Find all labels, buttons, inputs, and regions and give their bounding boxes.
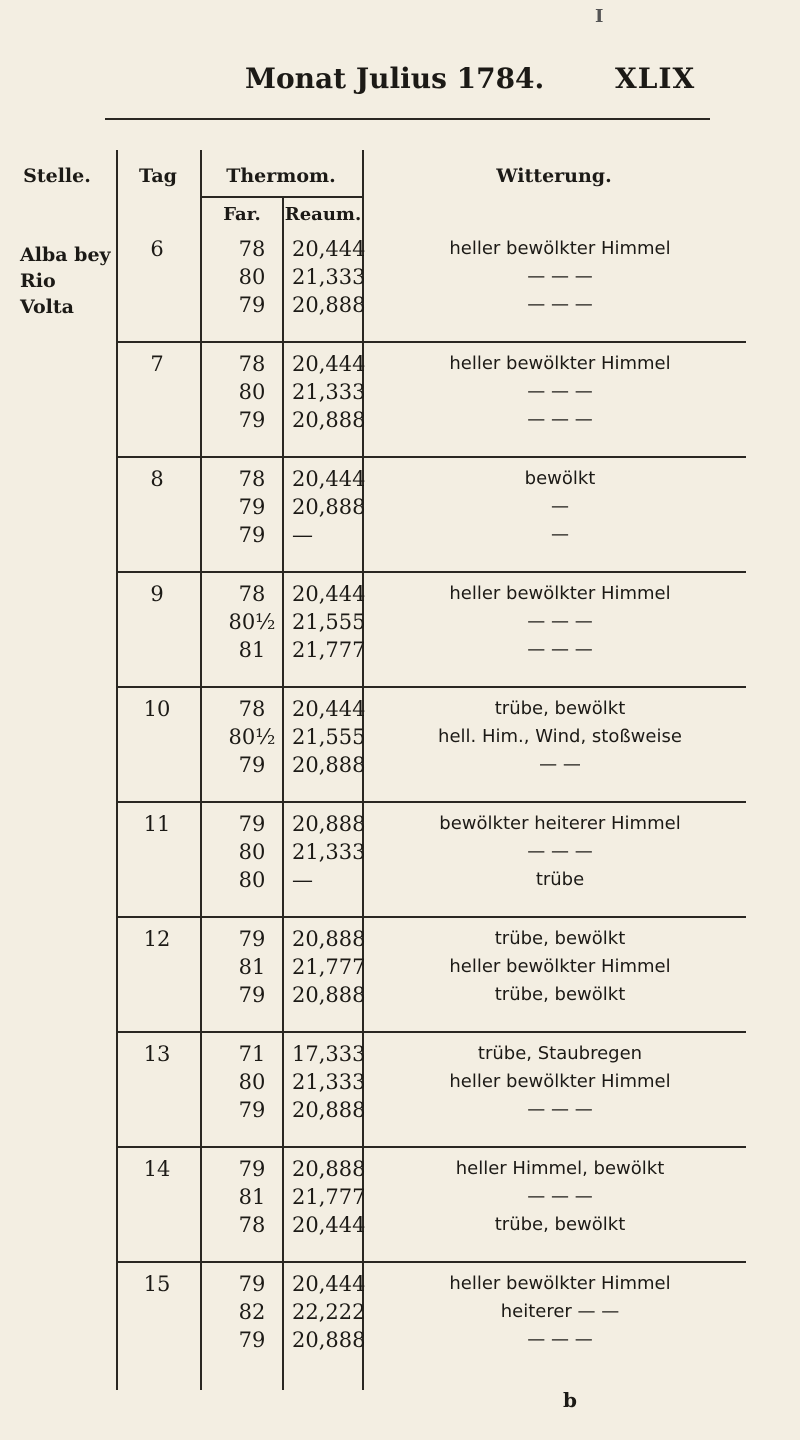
divider-station-day [116, 150, 118, 1390]
header-reaum: Reaum. [284, 204, 362, 225]
row-separator [116, 686, 746, 688]
fahrenheit-cell: 79 [238, 523, 266, 547]
weather-cell: trübe, Staubregen [477, 1043, 643, 1064]
header-day: Tag [139, 165, 177, 187]
fahrenheit-cell: 80½ [228, 725, 276, 749]
header-far: Far. [223, 204, 261, 225]
fahrenheit-cell: 79 [238, 753, 266, 777]
day-cell: 15 [143, 1272, 171, 1296]
fahrenheit-cell: 81 [238, 638, 266, 662]
weather-cell: — — — [527, 1099, 593, 1120]
station-line: Volta [20, 296, 74, 318]
reaumur-cell: 20,888 [292, 927, 366, 951]
weather-cell: — — — [527, 381, 593, 402]
reaumur-cell: 21,333 [292, 1070, 366, 1094]
weather-cell: — — — [527, 1186, 593, 1207]
reaumur-cell: 21,777 [292, 955, 366, 979]
day-cell: 7 [150, 352, 164, 376]
reaumur-cell: 21,555 [292, 725, 366, 749]
reaumur-cell: 20,888 [292, 983, 366, 1007]
reaumur-cell: 20,888 [292, 1157, 366, 1181]
weather-cell: bewölkt [524, 468, 596, 489]
fahrenheit-cell: 80½ [228, 610, 276, 634]
reaumur-cell: 20,888 [292, 1098, 366, 1122]
reaumur-cell: 21,555 [292, 610, 366, 634]
row-separator [116, 341, 746, 343]
weather-cell: heller bewölkter Himmel [449, 1273, 671, 1294]
fahrenheit-cell: 80 [238, 840, 266, 864]
fahrenheit-cell: 79 [238, 1272, 266, 1296]
fahrenheit-cell: 78 [238, 467, 266, 491]
fahrenheit-cell: 80 [238, 1070, 266, 1094]
weather-cell: trübe [535, 869, 585, 890]
row-separator [116, 1031, 746, 1033]
fahrenheit-cell: 71 [238, 1042, 266, 1066]
weather-cell: — — — [527, 639, 593, 660]
day-cell: 13 [143, 1042, 171, 1066]
top-mark: I [595, 6, 604, 27]
fahrenheit-cell: 78 [238, 697, 266, 721]
weather-cell: trübe, bewölkt [494, 1214, 626, 1235]
weather-cell: — [551, 524, 569, 545]
weather-cell: hell. Him., Wind, stoßweise [438, 726, 682, 747]
row-separator [116, 1146, 746, 1148]
fahrenheit-cell: 79 [238, 1098, 266, 1122]
divider-day-thermo [200, 150, 202, 1390]
fahrenheit-cell: 82 [238, 1300, 266, 1324]
fahrenheit-cell: 78 [238, 352, 266, 376]
weather-cell: — — — [527, 409, 593, 430]
fahrenheit-cell: 80 [238, 868, 266, 892]
weather-cell: bewölkter heiterer Himmel [439, 813, 681, 834]
header-thermometer: Thermom. [226, 165, 336, 187]
reaumur-cell: 20,888 [292, 495, 366, 519]
weather-cell: — — — [527, 841, 593, 862]
signature-mark: b [563, 1388, 577, 1412]
day-cell: 12 [143, 927, 171, 951]
weather-cell: heiterer — — [500, 1301, 620, 1322]
reaumur-cell: 20,444 [292, 582, 366, 606]
fahrenheit-cell: 79 [238, 1328, 266, 1352]
reaumur-cell: 20,888 [292, 753, 366, 777]
reaumur-cell: 20,888 [292, 293, 366, 317]
weather-cell: heller bewölkter Himmel [449, 238, 671, 259]
day-cell: 10 [143, 697, 171, 721]
fahrenheit-cell: 79 [238, 495, 266, 519]
fahrenheit-cell: 81 [238, 955, 266, 979]
weather-cell: heller Himmel, bewölkt [455, 1158, 665, 1179]
page-header [0, 6, 800, 112]
reaumur-cell: 21,333 [292, 265, 366, 289]
page-title: Monat Julius 1784. [245, 62, 545, 95]
fahrenheit-cell: 79 [238, 812, 266, 836]
reaumur-cell: 20,444 [292, 1272, 366, 1296]
reaumur-cell: 21,777 [292, 1185, 366, 1209]
thermo-subhead-rule [200, 196, 362, 198]
weather-cell: trübe, bewölkt [494, 984, 626, 1005]
weather-cell: — — — [527, 266, 593, 287]
reaumur-cell: 21,333 [292, 840, 366, 864]
header-station: Stelle. [23, 165, 91, 187]
weather-cell: heller bewölkter Himmel [449, 956, 671, 977]
weather-cell: heller bewölkter Himmel [449, 1071, 671, 1092]
weather-cell: — — [539, 754, 581, 775]
top-rule [105, 118, 710, 120]
station-line: Alba bey [20, 244, 111, 266]
weather-cell: — [551, 496, 569, 517]
day-cell: 11 [143, 812, 171, 836]
day-cell: 6 [150, 237, 164, 261]
reaumur-cell: 21,333 [292, 380, 366, 404]
reaumur-cell: 20,888 [292, 408, 366, 432]
fahrenheit-cell: 80 [238, 380, 266, 404]
divider-far-reaum [282, 196, 284, 1390]
fahrenheit-cell: 79 [238, 1157, 266, 1181]
reaumur-cell: 22,222 [292, 1300, 366, 1324]
fahrenheit-cell: 79 [238, 927, 266, 951]
weather-cell: — — — [527, 611, 593, 632]
day-cell: 14 [143, 1157, 171, 1181]
row-separator [116, 801, 746, 803]
weather-cell: — — — [527, 1329, 593, 1350]
fahrenheit-cell: 80 [238, 265, 266, 289]
row-separator [116, 916, 746, 918]
fahrenheit-cell: 78 [238, 582, 266, 606]
station-name [20, 242, 111, 320]
fahrenheit-cell: 81 [238, 1185, 266, 1209]
fahrenheit-cell: 78 [238, 1213, 266, 1237]
fahrenheit-cell: 79 [238, 408, 266, 432]
fahrenheit-cell: 79 [238, 983, 266, 1007]
weather-cell: trübe, bewölkt [494, 698, 626, 719]
row-separator [116, 1261, 746, 1263]
day-cell: 8 [150, 467, 164, 491]
row-separator [116, 456, 746, 458]
header-weather: Witterung. [496, 165, 612, 187]
fahrenheit-cell: 78 [238, 237, 266, 261]
reaumur-cell: 20,888 [292, 812, 366, 836]
weather-cell: heller bewölkter Himmel [449, 353, 671, 374]
weather-cell: trübe, bewölkt [494, 928, 626, 949]
reaumur-cell: — [292, 868, 313, 892]
reaumur-cell: 20,444 [292, 467, 366, 491]
row-separator [116, 571, 746, 573]
day-cell: 9 [150, 582, 164, 606]
reaumur-cell: 20,444 [292, 1213, 366, 1237]
reaumur-cell: 20,444 [292, 697, 366, 721]
weather-cell: — — — [527, 294, 593, 315]
reaumur-cell: 17,333 [292, 1042, 366, 1066]
reaumur-cell: 20,444 [292, 237, 366, 261]
reaumur-cell: 20,888 [292, 1328, 366, 1352]
reaumur-cell: — [292, 523, 313, 547]
reaumur-cell: 21,777 [292, 638, 366, 662]
station-line: Rio [20, 270, 56, 292]
reaumur-cell: 20,444 [292, 352, 366, 376]
weather-cell: heller bewölkter Himmel [449, 583, 671, 604]
page-number: XLIX [615, 62, 696, 95]
fahrenheit-cell: 79 [238, 293, 266, 317]
